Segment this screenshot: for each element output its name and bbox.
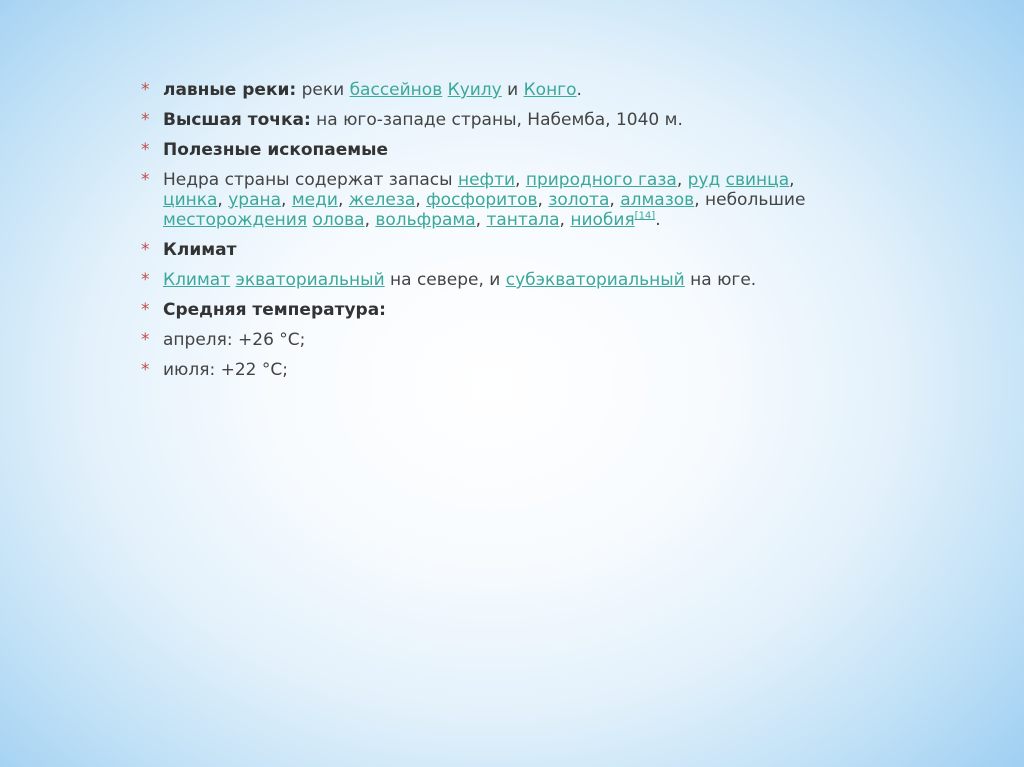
text-run: на юге. — [684, 270, 757, 290]
hyperlink[interactable]: олова — [312, 210, 365, 230]
text-run: на севере, и — [384, 270, 506, 290]
bullet-star-icon: * — [141, 360, 150, 380]
bullet-star-icon: * — [141, 240, 150, 260]
bullet-item — [138, 270, 838, 290]
bullet-star-icon: * — [141, 110, 150, 130]
hyperlink[interactable]: руд — [687, 170, 721, 190]
bullet-item — [138, 330, 838, 350]
text-run: на юго-западе страны, Набемба, 1040 м. — [310, 110, 683, 130]
text-run: , — [559, 210, 571, 230]
bullet-star-icon: * — [141, 300, 150, 320]
bold-label: Климат — [163, 240, 237, 260]
bullet-star-icon: * — [141, 80, 150, 100]
text-run: апреля: +26 °C; — [163, 330, 306, 350]
text-run: , — [676, 170, 688, 190]
hyperlink[interactable]: природного газа — [525, 170, 677, 190]
slide-content — [138, 80, 838, 390]
text-run: . — [655, 210, 661, 230]
hyperlink[interactable]: вольфрама — [375, 210, 476, 230]
hyperlink[interactable]: железа — [348, 190, 416, 210]
hyperlink[interactable]: экваториальный — [235, 270, 385, 290]
hyperlink[interactable]: Куилу — [447, 80, 502, 100]
text-run: , — [217, 190, 229, 210]
bullet-star-icon: * — [141, 170, 150, 190]
text-run: , небольшие — [694, 190, 806, 210]
hyperlink[interactable]: ниобия — [570, 210, 635, 230]
footnote-link[interactable]: [14] — [634, 210, 656, 222]
hyperlink[interactable]: цинка — [163, 190, 218, 210]
text-run: , — [475, 210, 487, 230]
hyperlink[interactable]: фосфоритов — [426, 190, 538, 210]
hyperlink[interactable]: нефти — [457, 170, 516, 190]
bullet-item — [138, 80, 838, 100]
text-run: , — [515, 170, 526, 190]
text-run: , — [609, 190, 621, 210]
bold-label: Высшая точка: — [163, 110, 311, 130]
bold-label: Полезные ископаемые — [163, 140, 389, 160]
text-run: и — [501, 80, 524, 100]
bold-label: лавные реки: — [163, 80, 297, 100]
bullet-item — [138, 110, 838, 130]
bold-label: Средняя температура: — [163, 300, 386, 320]
hyperlink[interactable]: бассейнов — [349, 80, 443, 100]
bullet-item — [138, 300, 838, 320]
hyperlink[interactable]: тантала — [486, 210, 560, 230]
text-run: , — [364, 210, 376, 230]
hyperlink[interactable]: меди — [291, 190, 338, 210]
bullet-item — [138, 170, 838, 230]
text-run: реки — [296, 80, 350, 100]
bullet-item — [138, 240, 838, 260]
hyperlink[interactable]: урана — [228, 190, 282, 210]
bullet-item — [138, 360, 838, 380]
hyperlink[interactable]: свинца — [725, 170, 790, 190]
text-run: , — [415, 190, 427, 210]
hyperlink[interactable]: Климат — [163, 270, 231, 290]
bullet-star-icon: * — [141, 140, 150, 160]
text-run: Недра страны содержат запасы — [163, 170, 458, 190]
text-run: , — [281, 190, 292, 210]
text-run: , — [337, 190, 349, 210]
hyperlink[interactable]: алмазов — [620, 190, 695, 210]
text-run: , — [537, 190, 549, 210]
hyperlink[interactable]: золота — [548, 190, 610, 210]
bullet-star-icon: * — [141, 330, 150, 350]
text-run: . — [576, 80, 582, 100]
hyperlink[interactable]: месторождения — [163, 210, 308, 230]
text-run: , — [789, 170, 795, 190]
text-run: июля: +22 °C; — [163, 360, 288, 380]
hyperlink[interactable]: Конго — [523, 80, 577, 100]
hyperlink[interactable]: субэкваториальный — [505, 270, 685, 290]
bullet-item — [138, 140, 838, 160]
bullet-star-icon: * — [141, 270, 150, 290]
